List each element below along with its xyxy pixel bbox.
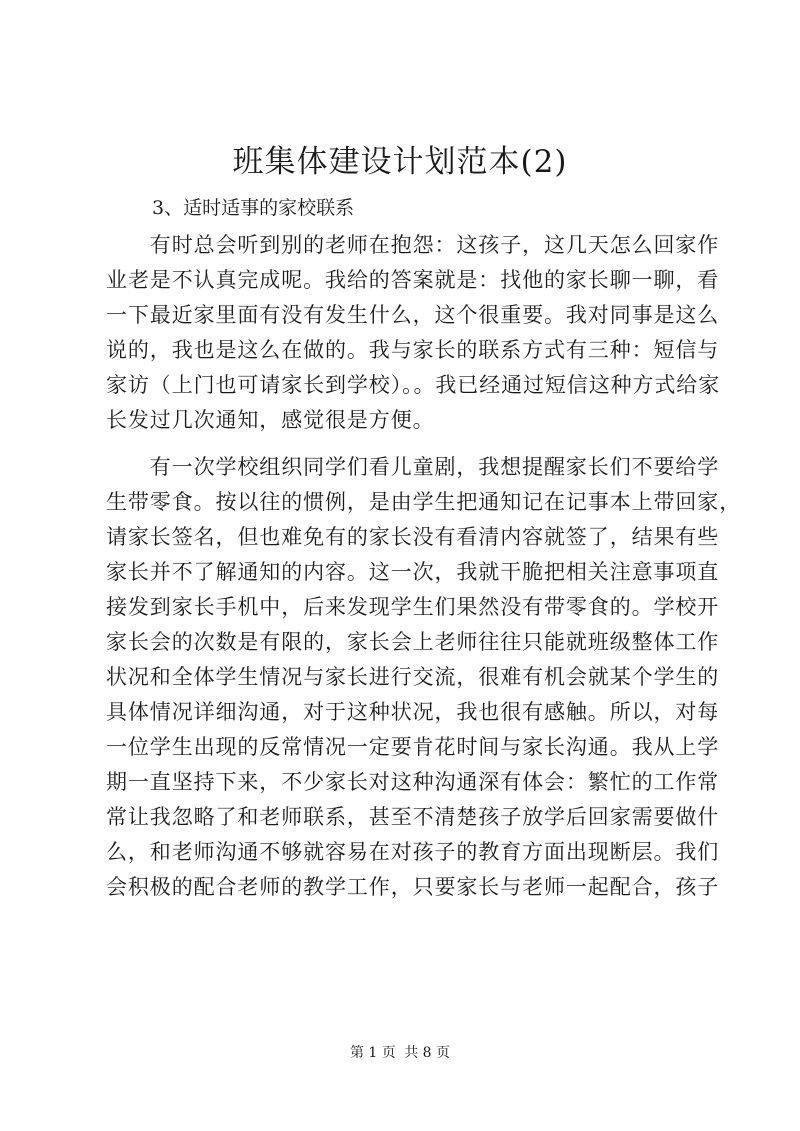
- page-number: 第 1 页: [349, 1045, 396, 1061]
- document-title: 班集体建设计划范本(2): [232, 144, 568, 180]
- text-line: 期一直坚持下来，不少家长对这种沟通深有体会：繁忙的工作常: [106, 770, 720, 794]
- text-line: 一下最近家里面有没有发生什么，这个很重要。我对同事是这么: [106, 303, 720, 327]
- text-line: 一位学生出现的反常情况一定要肯花时间与家长沟通。我从上学: [106, 735, 720, 759]
- text-line: 生带零食。按以往的惯例，是由学生把通知记在记事本上带回家，: [106, 490, 742, 514]
- document-body: [106, 228, 742, 917]
- text-line: 么，和老师沟通不够就容易在对孩子的教育方面出现断层。我们: [106, 840, 720, 864]
- text-line: 有时总会听到别的老师在抱怨：这孩子，这几天怎么回家作: [106, 233, 720, 257]
- paragraph-1: [106, 228, 721, 438]
- text-line: 有一次学校组织同学们看儿童剧，我想提醒家长们不要给学: [106, 455, 720, 479]
- page-total: 共 8 页: [404, 1045, 451, 1061]
- text-line: 状况和全体学生情况与家长进行交流，很难有机会就某个学生的: [106, 665, 720, 689]
- text-line: 家长会的次数是有限的，家长会上老师往往只能就班级整体工作: [106, 630, 720, 654]
- text-line: 请家长签名，但也难免有的家长没有看清内容就签了，结果有些: [106, 525, 720, 549]
- text-line: 会积极的配合老师的教学工作，只要家长与老师一起配合，孩子: [106, 875, 720, 899]
- text-line: 家访（上门也可请家长到学校）。。我已经通过短信这种方式给家: [106, 373, 721, 397]
- paragraph-2: [106, 450, 742, 905]
- text-line: 接发到家长手机中，后来发现学生们果然没有带零食的。学校开: [106, 595, 720, 619]
- section-heading: 3、适时适事的家校联系: [152, 197, 355, 219]
- text-line: 家长并不了解通知的内容。这一次，我就干脆把相关注意事项直: [106, 560, 720, 584]
- page-footer: [0, 1043, 800, 1063]
- text-line: 具体情况详细沟通，对于这种状况，我也很有感触。所以，对每: [106, 700, 720, 724]
- text-line: 业老是不认真完成呢。我给的答案就是：找他的家长聊一聊，看: [106, 268, 720, 292]
- text-line: 长发过几次通知，感觉很是方便。: [106, 408, 435, 432]
- text-line: 常让我忽略了和老师联系，甚至不清楚孩子放学后回家需要做什: [106, 805, 720, 829]
- text-line: 说的，我也是这么在做的。我与家长的联系方式有三种：短信与: [106, 338, 720, 362]
